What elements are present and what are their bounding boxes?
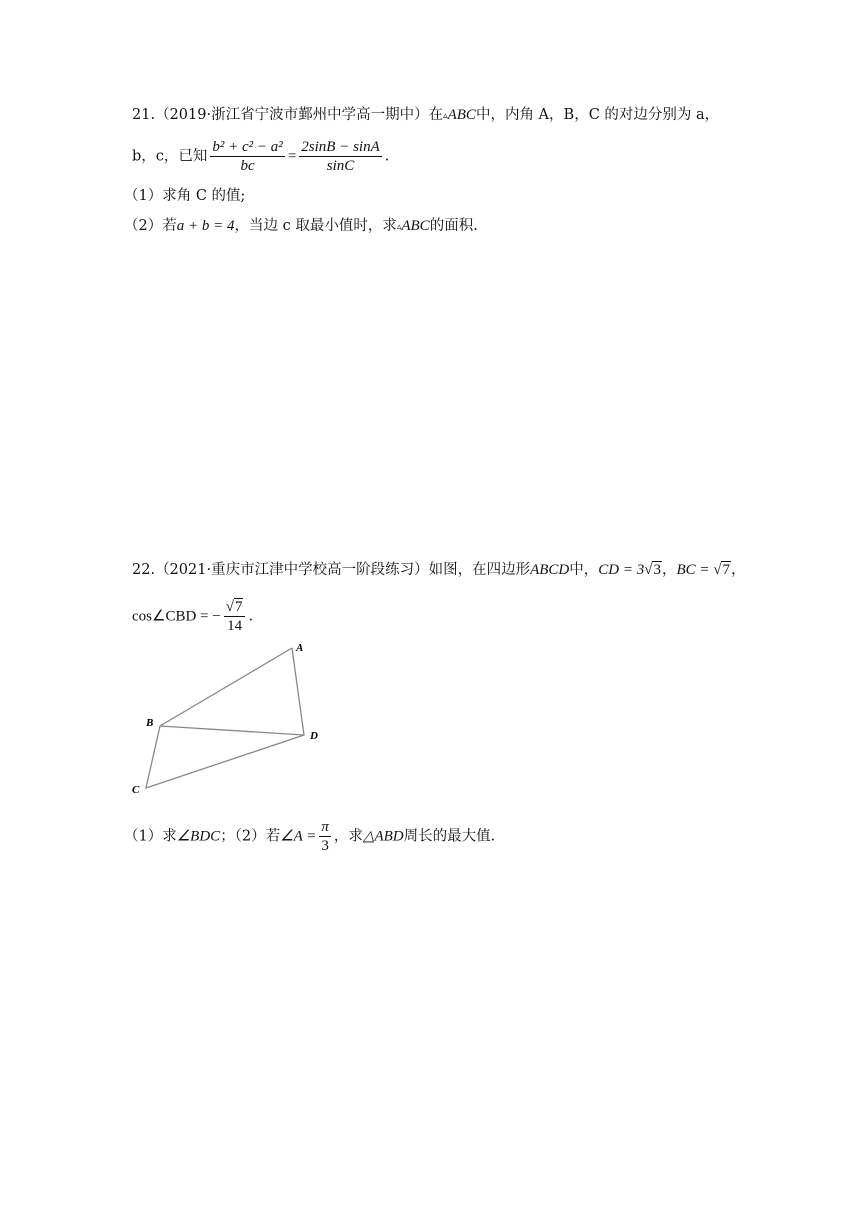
q22-cos-num: √7 bbox=[224, 598, 246, 617]
q22-line2 bbox=[132, 598, 253, 635]
q21-source: （2019·浙江省宁波市鄞州中学高一期中） bbox=[155, 107, 429, 123]
q22-cos-den: 14 bbox=[227, 618, 243, 634]
q22-part2-num: π bbox=[321, 819, 329, 835]
q21-part2-tri: ABC bbox=[401, 218, 430, 234]
point-c-label: C bbox=[132, 784, 140, 796]
q21-part1: （1）求角 C 的值; bbox=[124, 188, 246, 204]
q22-number: 22. bbox=[132, 562, 156, 578]
q22-cos-num-radicand: 7 bbox=[234, 599, 243, 615]
q22-bc-expr: BC = bbox=[676, 562, 714, 578]
point-a-label: A bbox=[296, 642, 304, 654]
q22-cos-expr: cos∠CBD = − bbox=[132, 608, 221, 625]
q22-bc-sqrt: √7 bbox=[713, 562, 730, 578]
q22-line1 bbox=[132, 560, 745, 580]
q22-cd-sqrt: √3 bbox=[644, 562, 661, 578]
q21-part2-mid: ，当边 c 取最小值时，求 bbox=[234, 218, 397, 234]
q21-triangle-name: ABC bbox=[447, 107, 476, 123]
q21-part2-expr: a + b = 4 bbox=[176, 218, 235, 234]
q21-line1 bbox=[132, 105, 719, 126]
point-b-label: B bbox=[146, 717, 154, 729]
point-d-label: D bbox=[310, 730, 318, 742]
q22-parts bbox=[124, 818, 495, 855]
q21-fraction-left bbox=[210, 138, 284, 175]
q21-frac2-den: sinC bbox=[326, 158, 355, 174]
q22-quad-name: ABCD bbox=[530, 562, 570, 578]
q22-comma1: ， bbox=[661, 562, 677, 578]
quadrilateral-figure bbox=[126, 638, 336, 798]
q22-pi-fraction bbox=[319, 818, 331, 855]
quadrilateral-outline bbox=[146, 648, 304, 788]
q22-part2-tri: △ABD bbox=[362, 828, 404, 845]
q22-part2-expr: ∠A = bbox=[280, 828, 317, 845]
q22-source: （2021·重庆市江津中学校高一阶段练习） bbox=[155, 562, 429, 578]
q22-cd-expr: CD = 3 bbox=[598, 562, 645, 578]
q21-part2 bbox=[124, 216, 478, 237]
q21-line2-pre: b，c，已知 bbox=[132, 148, 208, 165]
q21-stem-pre: 在 bbox=[428, 107, 444, 123]
q22-part1-pre: （1）求 bbox=[124, 828, 177, 845]
q21-stem-post: 中，内角 A，B，C 的对边分别为 a， bbox=[475, 107, 720, 123]
q21-number: 21. bbox=[132, 107, 156, 123]
q21-frac1-den: bc bbox=[240, 158, 255, 174]
q21-line2 bbox=[132, 138, 389, 175]
q21-part2-pre: （2）若 bbox=[124, 218, 177, 234]
q22-bc-radicand: 7 bbox=[722, 562, 730, 578]
q21-triangle-symbol: ▵ bbox=[443, 111, 448, 121]
q22-part2-den: 3 bbox=[321, 838, 329, 854]
q22-cd-radicand: 3 bbox=[653, 562, 661, 578]
q22-part2-end: 周长的最大值. bbox=[403, 828, 496, 845]
diagonal-bd bbox=[160, 726, 304, 735]
q21-part2-end: 的面积. bbox=[429, 218, 478, 234]
q21-equals: = bbox=[287, 148, 297, 165]
q21-frac1-num: b² + c² − a² bbox=[212, 139, 283, 155]
q22-cos-fraction bbox=[224, 598, 246, 635]
q21-fraction-right bbox=[299, 138, 381, 175]
q22-comma2: ， bbox=[730, 562, 746, 578]
q22-part1-expr: ∠BDC bbox=[176, 828, 221, 845]
q21-line2-end: . bbox=[384, 148, 390, 165]
q22-part1-sep: ；（2）若 bbox=[220, 828, 281, 845]
q22-cos-end: . bbox=[248, 608, 254, 625]
q22-stem-pre: 如图，在四边形 bbox=[428, 562, 531, 578]
q21-part2-triangle-symbol: ▵ bbox=[396, 222, 402, 232]
q22-stem-mid: 中， bbox=[569, 562, 599, 578]
q21-frac2-num: 2sinB − sinA bbox=[301, 139, 380, 155]
q22-part2-mid: ，求 bbox=[333, 828, 363, 845]
